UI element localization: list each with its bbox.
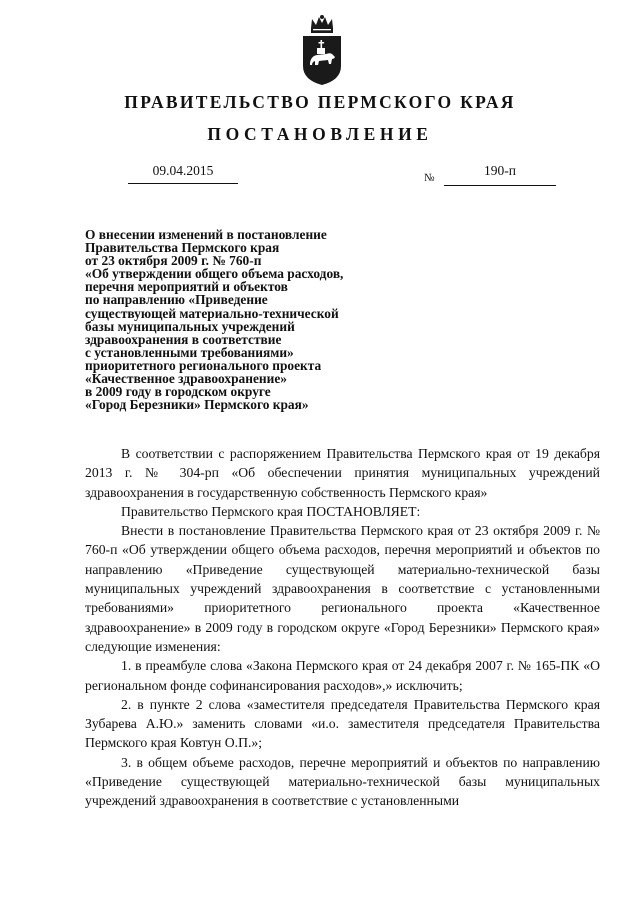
document-subject xyxy=(85,228,385,411)
subject-line: приоритетного регионального проекта xyxy=(85,357,322,373)
perm-krai-coat-of-arms-icon xyxy=(300,14,344,86)
resolves-paragraph: Правительство Пермского края ПОСТАНОВЛЯЕТ: xyxy=(121,503,421,519)
subject-line: существующей материально-технической xyxy=(85,305,339,321)
subject-line: Правительства Пермского края xyxy=(85,240,280,256)
subject-line: базы муниципальных учреждений xyxy=(85,318,295,334)
document-body xyxy=(85,444,600,811)
date-underline xyxy=(128,183,238,184)
subject-line: «Город Березники» Пермского края» xyxy=(85,397,309,413)
subject-line: в 2009 году в городском округе xyxy=(85,384,271,400)
subject-line: О внесении изменений в постановление xyxy=(85,227,327,242)
subject-line: здравоохранения в соответствие xyxy=(85,331,282,347)
number-underline xyxy=(444,185,556,186)
amendment-intro-paragraph: Внести в постановление Правительства Пермского края от 23 октября 2009 г. № 760-п «Об утверждении общего объема расходов, перечня мероприятий и объектов по направлению «Приведение существующей материально-технической базы муниципальных учреждений здравоохранения в соответствие с установленными требованиями» приоритетного регионального проекта «Качественное здравоохранение» в 2009 году в городском округе «Город Березники» Пермского края» следующие изменения: xyxy=(85,523,600,654)
amendment-item-2: 2. в пункте 2 слова «заместителя председателя Правительства Пермского края Зубарева А.Ю.» заменить словами «и.о. заместителя председателя Правительства Пермского края Ковтун О.П.»; xyxy=(85,696,600,751)
subject-line: по направлению «Приведение xyxy=(85,292,268,308)
amendment-item-3: 3. в общем объеме расходов, перечне мероприятий и объектов по направлению «Приведение существующей материально-технической базы муниципальных учреждений здравоохранения в соответствие с установленными xyxy=(85,754,600,809)
subject-line: «Качественное здравоохранение» xyxy=(85,371,287,387)
subject-line: с установленными требованиями» xyxy=(85,344,294,360)
subject-line: «Об утверждении общего объема расходов, xyxy=(85,266,344,282)
preamble-paragraph: В соответствии с распоряжением Правительства Пермского края от 19 декабря 2013 г. № 304-рп «Об обеспечении принятия муниципальных учреждений здравоохранения в государственную собственность Пермского края» xyxy=(85,446,600,500)
document-number: 190-п xyxy=(484,163,516,178)
number-sign: № xyxy=(424,172,435,184)
subject-line: от 23 октября 2009 г. № 760-п xyxy=(85,253,262,269)
document-type-title: ПОСТАНОВЛЕНИЕ xyxy=(207,124,433,144)
document-date: 09.04.2015 xyxy=(152,163,214,178)
subject-line: перечня мероприятий и объектов xyxy=(85,279,288,295)
amendment-item-1: 1. в преамбуле слова «Закона Пермского края от 24 декабря 2007 г. № 165-ПК «О региональном фонде софинансирования расходов»,» исключить; xyxy=(85,658,600,693)
government-title: ПРАВИТЕЛЬСТВО ПЕРМСКОГО КРАЯ xyxy=(124,92,516,112)
